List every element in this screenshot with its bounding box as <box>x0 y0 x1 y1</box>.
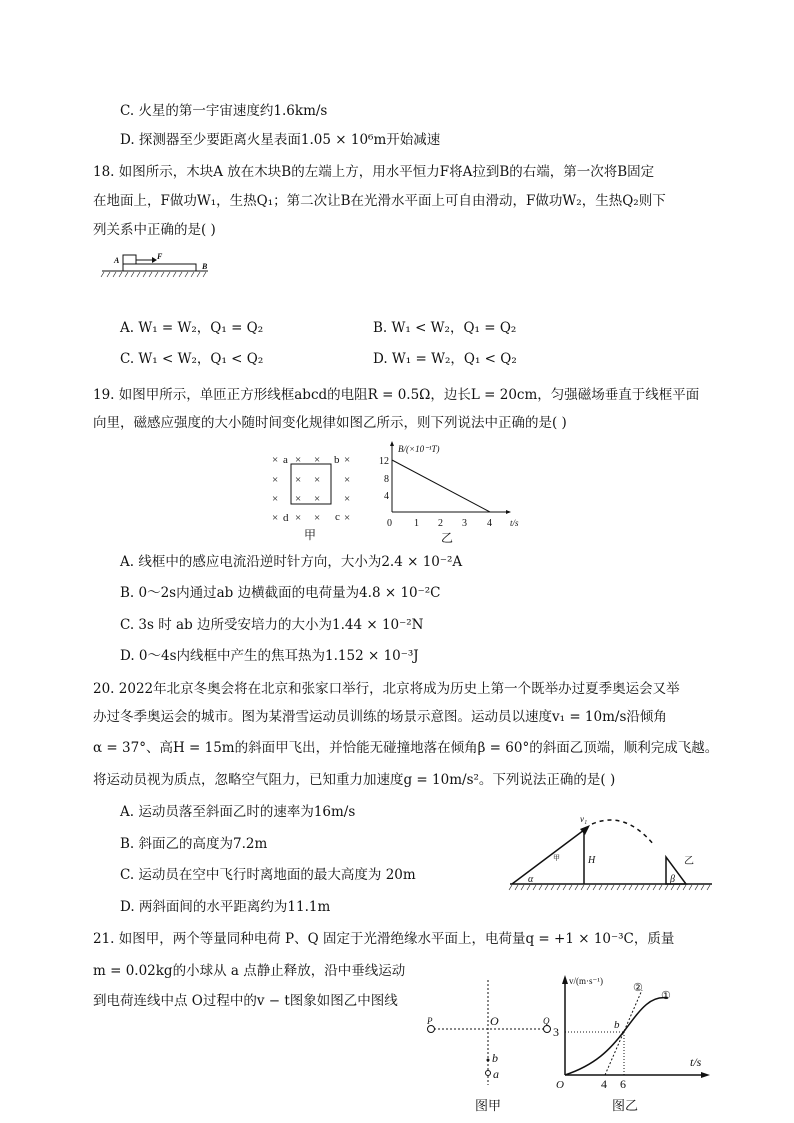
q21-stem-3: 到电荷连线中点 O过程中的v − t图象如图乙中图线 <box>93 993 398 1009</box>
q19-stem-1: 19. 如图甲所示，单匝正方形线框abcd的电阻R = 0.5Ω，边长L = 20cm，匀强磁场垂直于线框平面 <box>93 387 700 403</box>
y-tick: 8 <box>384 474 389 485</box>
vertex-d: d <box>283 512 289 524</box>
x-tick: 3 <box>462 518 467 529</box>
svg-text:×: × <box>314 474 321 486</box>
svg-text:×: × <box>344 454 351 466</box>
svg-text:×: × <box>272 512 279 524</box>
q18-stem-1: 18. 如图所示，木块A 放在木块B的左端上方，用水平恒力F将A拉到B的右端，第一次将B固定 <box>93 164 655 180</box>
q21-figure-yi <box>555 970 725 1115</box>
q20-option-a: A. 运动员落至斜面乙时的速率为16m/s <box>120 804 356 820</box>
q19-option-d: D. 0～4s内线框中产生的焦耳热为1.152 × 10⁻³J <box>120 648 419 664</box>
y-tick: 3 <box>553 1025 559 1039</box>
q21-stem-2: m = 0.02kg的小球从 a 点静止释放，沿中垂线运动 <box>93 963 406 979</box>
label-f: F <box>157 252 163 261</box>
q19-stem-2: 向里，磁感应强度的大小随时间变化规律如图乙所示，则下列说法中正确的是( ) <box>93 415 567 431</box>
q19-option-b: B. 0～2s内通过ab 边横截面的电荷量为4.8 × 10⁻²C <box>120 585 441 601</box>
q20-stem-3: α = 37°、高H = 15m的斜面甲飞出，并恰能无碰撞地落在倾角β = 60°的斜面乙顶端，顺利完成飞越。 <box>93 740 719 756</box>
q20-option-b: B. 斜面乙的高度为7.2m <box>120 836 268 852</box>
caption-fig-yi: 图乙 <box>611 1098 639 1113</box>
y-axis-label: v/(m·s⁻¹) <box>569 976 603 986</box>
x-axis-label: t/s <box>690 1055 702 1069</box>
x-tick: 4 <box>601 1077 607 1091</box>
vertex-c: c <box>335 511 340 523</box>
label-h: H <box>588 855 596 866</box>
q17-option-d: D. 探测器至少要距离火星表面1.05 × 10⁶m开始减速 <box>120 132 441 148</box>
curve-2-label: ② <box>633 982 643 994</box>
label-yi: 乙 <box>684 856 694 867</box>
curve-1-label: ① <box>661 990 671 1002</box>
label-beta: β <box>670 874 675 885</box>
point-b-label: b <box>492 1051 498 1065</box>
y-axis-label: B/(×10⁻¹T) <box>398 444 440 454</box>
q18-option-b: B. W₁ < W₂，Q₁ = Q₂ <box>373 320 517 336</box>
svg-text:×: × <box>272 493 279 505</box>
q18-option-d: D. W₁ = W₂，Q₁ < Q₂ <box>373 351 517 367</box>
label-v1: v₁ <box>580 814 588 824</box>
x-tick: 6 <box>620 1077 626 1091</box>
q19-option-c: C. 3s 时 ab 边所受安培力的大小为1.44 × 10⁻²N <box>120 617 424 633</box>
q20-option-d: D. 两斜面间的水平距离约为11.1m <box>120 899 331 915</box>
caption-yi: 乙 <box>440 531 454 545</box>
x-axis-label: t/s <box>510 518 519 528</box>
vertex-b: b <box>334 454 340 466</box>
y-tick: 12 <box>379 456 389 467</box>
x-tick: 1 <box>414 518 419 529</box>
x-tick: 2 <box>438 518 443 529</box>
svg-text:×: × <box>344 474 351 486</box>
charge-p-label: P <box>427 1016 433 1026</box>
q19-figure-yi <box>370 440 530 545</box>
point-b-label: b <box>614 1019 620 1031</box>
q20-ski-jump-diagram <box>500 805 720 890</box>
svg-text:×: × <box>295 454 302 466</box>
vertex-a: a <box>283 454 288 466</box>
q17-option-c: C. 火星的第一宇宙速度约1.6km/s <box>120 103 328 119</box>
svg-text:×: × <box>344 512 351 524</box>
q21-figure-jia <box>420 980 560 1115</box>
label-jia: 甲 <box>553 854 560 862</box>
x-tick: 0 <box>387 518 392 529</box>
q20-stem-4: 将运动员视为质点，忽略空气阻力，已知重力加速度g = 10m/s²。下列说法正确的是( ) <box>93 772 616 788</box>
q18-option-c: C. W₁ < W₂，Q₁ < Q₂ <box>120 351 264 367</box>
caption-jia: 甲 <box>303 528 317 542</box>
q18-stem-3: 列关系中正确的是( ) <box>93 222 216 238</box>
q20-option-c: C. 运动员在空中飞行时离地面的最大高度为 20m <box>120 867 416 883</box>
svg-text:×: × <box>272 474 279 486</box>
label-b: B <box>202 262 208 271</box>
q20-stem-1: 20. 2022年北京冬奥会将在北京和张家口举行，北京将成为历史上第一个既举办过夏季奥运会又举 <box>93 681 680 697</box>
svg-text:×: × <box>344 493 351 505</box>
q19-option-a: A. 线框中的感应电流沿逆时针方向，大小为2.4 × 10⁻²A <box>120 554 463 570</box>
q18-stem-2: 在地面上，F做功W₁，生热Q₁；第二次让B在光滑水平面上可自由滑动，F做功W₂，生热Q₂则下 <box>93 193 666 209</box>
q18-block-diagram <box>100 252 230 284</box>
q21-stem-1: 21. 如图甲，两个等量同种电荷 P、Q 固定于光滑绝缘水平面上，电荷量q = +1 × 10⁻³C，质量 <box>93 931 675 947</box>
svg-text:×: × <box>314 512 321 524</box>
q20-stem-2: 办过冬季奥运会的城市。图为某滑雪运动员训练的场景示意图。运动员以速度v₁ = 10m/s沿倾角 <box>93 709 667 725</box>
label-alpha: α <box>528 874 534 885</box>
svg-text:×: × <box>295 493 302 505</box>
svg-text:×: × <box>272 454 279 466</box>
charge-q-label: Q <box>543 1016 550 1026</box>
q19-figure-jia <box>270 448 365 543</box>
point-a-label: a <box>493 1067 499 1081</box>
svg-text:×: × <box>314 493 321 505</box>
x-tick: 4 <box>487 518 492 529</box>
svg-text:×: × <box>295 512 302 524</box>
svg-text:×: × <box>314 454 321 466</box>
origin-label: O <box>556 1079 564 1091</box>
y-tick: 4 <box>384 491 389 502</box>
point-o-label: O <box>490 1014 499 1028</box>
svg-text:×: × <box>295 474 302 486</box>
caption-fig-jia: 图甲 <box>474 1098 502 1113</box>
q18-option-a: A. W₁ = W₂，Q₁ = Q₂ <box>120 320 264 336</box>
label-a: A <box>114 256 120 265</box>
